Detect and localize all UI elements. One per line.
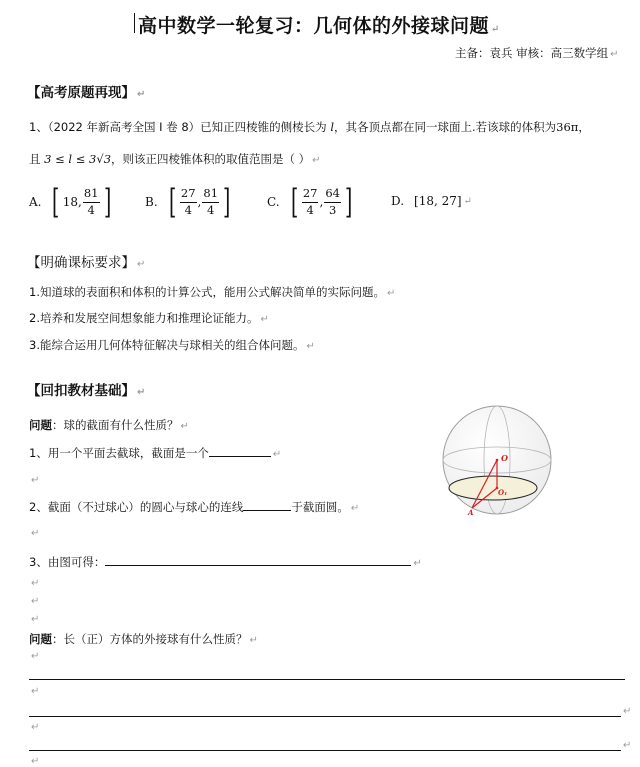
paragraph-mark-icon: ↵ (272, 449, 282, 460)
text-cursor (134, 13, 135, 33)
author-line: 主备：袁兵 审核：高三数学组 ↵ (455, 46, 619, 60)
paragraph-mark-icon: ↵ (306, 341, 315, 352)
paragraph-mark-icon: ↵ (610, 49, 619, 60)
choice-c[interactable]: C. [ $\frac{27}{4}$ , $\frac{64}{3}$ ] (267, 182, 353, 222)
fill-item-3: 3、由图可得： ↵ (29, 555, 422, 569)
choice-a[interactable]: A. [ 18 , $\frac{81}{4}$ ] (29, 182, 111, 222)
question-sphere-section: 问题：球的截面有什么性质？ ↵ (29, 418, 189, 432)
section-circle (449, 476, 537, 500)
paragraph-mark-icon: ↵ (249, 635, 258, 646)
paragraph-mark-icon: ↵ (137, 259, 146, 270)
paragraph-mark-icon: ↵ (31, 686, 40, 697)
paragraph-mark-icon: ↵ (180, 421, 189, 432)
fill-item-1: 1、用一个平面去截球，截面是一个 ↵ (29, 446, 282, 460)
question-line-1: 1、（2022 年新高考全国 I 卷 8）已知正四棱锥的侧棱长为 l，其各顶点都在同一球面上.若该球的体积为36π， (29, 120, 590, 134)
answer-line[interactable] (29, 679, 625, 680)
choice-b[interactable]: B. [ $\frac{27}{4}$ , $\frac{81}{4}$ ] (145, 182, 231, 222)
paragraph-mark-icon: ↵ (491, 24, 500, 35)
standard-item: 2.培养和发展空间想象能力和推理论证能力。 ↵ (29, 311, 269, 325)
choice-d[interactable]: D. [18, 27] ↵ (391, 194, 472, 208)
page-title: 高中数学一轮复习：几何体的外接球问题 ↵ (138, 15, 500, 37)
paragraph-mark-icon: ↵ (31, 756, 40, 767)
paragraph-mark-icon: ↵ (413, 558, 422, 569)
paragraph-mark-icon: ↵ (312, 155, 321, 166)
paragraph-mark-icon: ↵ (31, 578, 40, 589)
paragraph-mark-icon: ↵ (31, 596, 40, 607)
section-heading-exam: 【高考原题再现】 ↵ (27, 85, 146, 101)
answer-line[interactable] (29, 716, 621, 717)
section-heading-standards: 【明确课标要求】 ↵ (27, 255, 146, 271)
paragraph-mark-icon: ↵ (31, 475, 40, 486)
paragraph-mark-icon: ↵ (31, 528, 40, 539)
paragraph-mark-icon: ↵ (386, 288, 396, 299)
sphere-section-figure (438, 404, 558, 516)
question-line-2: 且 3 ≤ l ≤ 3√3，则该正四棱锥体积的取值范围是（ ） ↵ (29, 152, 321, 166)
answer-blank[interactable] (243, 510, 291, 511)
point-o (496, 459, 499, 462)
paragraph-mark-icon: ↵ (31, 722, 40, 733)
label-a: A (468, 508, 474, 516)
paragraph-mark-icon: ↵ (260, 314, 269, 325)
paragraph-mark-icon: ↵ (623, 706, 632, 717)
paragraph-mark-icon: ↵ (350, 503, 360, 514)
answer-blank[interactable] (209, 456, 271, 457)
standard-item: 1.知道球的表面积和体积的计算公式，能用公式解决简单的实际问题。 ↵ (29, 285, 396, 299)
fill-item-2: 2、截面（不过球心）的圆心与球心的连线 于截面圆。 ↵ (29, 500, 360, 514)
label-o: O (501, 453, 508, 463)
standard-item: 3.能综合运用几何体特征解决与球相关的组合体问题。 ↵ (29, 338, 315, 352)
paragraph-mark-icon: ↵ (31, 651, 40, 662)
paragraph-mark-icon: ↵ (137, 387, 146, 398)
answer-line[interactable] (29, 750, 621, 751)
section-heading-basics: 【回扣教材基础】 ↵ (27, 383, 146, 399)
paragraph-mark-icon: ↵ (31, 614, 40, 625)
question-cuboid: 问题：长（正）方体的外接球有什么性质？ ↵ (29, 632, 258, 646)
answer-blank[interactable] (105, 565, 411, 566)
label-o1: O₁ (498, 488, 508, 497)
paragraph-mark-icon: ↵ (137, 89, 146, 100)
paragraph-mark-icon: ↵ (623, 740, 632, 751)
paragraph-mark-icon: ↵ (463, 195, 472, 207)
